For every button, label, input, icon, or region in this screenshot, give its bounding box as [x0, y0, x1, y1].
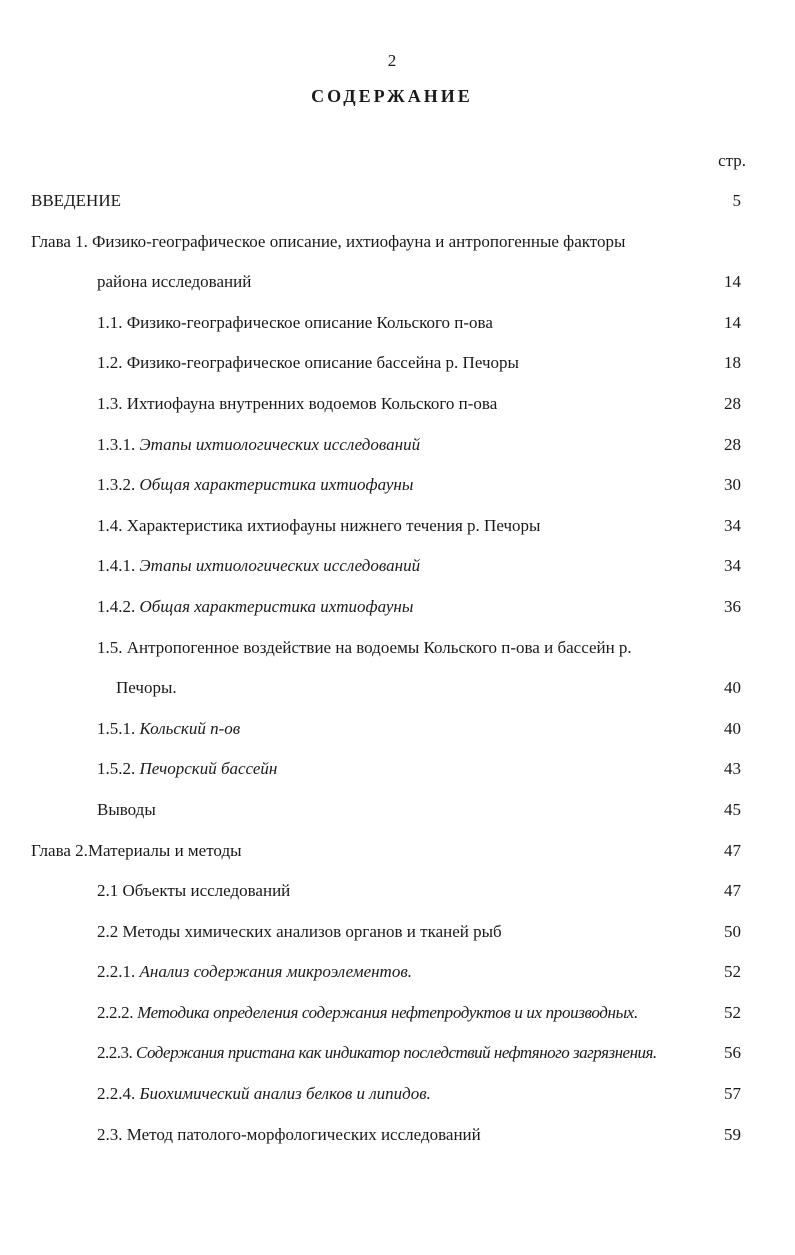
- toc-entry-page: 56: [724, 1043, 741, 1063]
- toc-entry-number: 2.1: [97, 881, 119, 901]
- toc-entry-number: 2.2: [97, 921, 119, 941]
- toc-entry-text: [97, 429, 420, 461]
- toc-entry: [0, 875, 795, 916]
- toc-entry: [0, 347, 795, 388]
- toc-entry-text: [97, 510, 540, 542]
- toc-entry-continued: [0, 672, 795, 713]
- toc-entry-text-part: Физико-географическое описание, ихтиофауна и антропогенные факторы: [91, 231, 626, 251]
- toc-entry-title: Печорский бассейн: [139, 759, 278, 779]
- toc-entry-number: 1.4.2.: [97, 596, 136, 616]
- toc-entry: [0, 916, 795, 957]
- toc-entry: [0, 388, 795, 429]
- toc-entry-page: 34: [724, 515, 741, 535]
- toc-entry-number: 2.2.1.: [97, 962, 136, 982]
- toc-entry-number: 1.3.2.: [97, 475, 136, 495]
- toc-entry-page: 28: [724, 393, 741, 413]
- toc-entry-title: Этапы ихтиологических исследований: [139, 434, 421, 454]
- toc-entry-number: 1.3.: [97, 393, 123, 413]
- toc-entry-title: Кольский п-ов: [139, 718, 241, 738]
- page-column-header: стр.: [718, 151, 746, 170]
- toc-entry-text: [97, 1037, 657, 1069]
- toc-entry: [0, 550, 795, 591]
- toc-entry-text: [97, 307, 493, 339]
- toc-entry-title: Методы химических анализов органов и тканей рыб: [122, 921, 502, 941]
- toc-entry-title: Этапы ихтиологических исследований: [139, 556, 421, 576]
- toc-entry-text: [31, 226, 711, 258]
- toc-entry-page: 43: [724, 759, 741, 779]
- page-number: 2: [387, 51, 397, 70]
- table-of-contents: [0, 185, 795, 1159]
- toc-entry-number: 2.2.2.: [97, 1002, 134, 1022]
- toc-entry-text: [97, 997, 638, 1029]
- toc-entry-title: Биохимический анализ белков и липидов.: [139, 1084, 431, 1104]
- toc-entry-text: [97, 469, 413, 501]
- toc-entry: [0, 591, 795, 632]
- page-title: СОДЕРЖАНИЕ: [311, 86, 473, 106]
- toc-entry-text: района исследований: [97, 272, 252, 292]
- toc-entry-chapter-1-continued: [0, 266, 795, 307]
- toc-entry: [0, 1078, 795, 1119]
- toc-entry-text: [97, 1119, 481, 1151]
- toc-entry-title: Содержания пристана как индикатор последствий нефтяного загрязнения.: [136, 1043, 657, 1063]
- toc-entry-introduction: [0, 185, 795, 226]
- toc-entry-title: Антропогенное воздействие на водоемы Кольского п-ова и бассейн р.: [126, 637, 632, 657]
- toc-entry-page: 14: [724, 312, 741, 332]
- toc-entry-page: 52: [724, 962, 741, 982]
- toc-entry-text: [97, 550, 420, 582]
- toc-entry-number: 1.4.: [97, 515, 123, 535]
- toc-entry-text: [97, 713, 240, 745]
- toc-entry-number: 1.5.2.: [97, 759, 136, 779]
- toc-entry-number: 1.5.1.: [97, 718, 136, 738]
- toc-entry-number: 2.3.: [97, 1124, 123, 1144]
- toc-entry-page: 14: [724, 272, 741, 292]
- toc-entry: [0, 632, 795, 673]
- toc-entry-title: Материалы и методы: [87, 840, 242, 860]
- toc-entry: [0, 1119, 795, 1160]
- toc-entry-text: [97, 916, 502, 948]
- toc-entry-page: 59: [724, 1124, 741, 1144]
- toc-entry-page: 18: [724, 353, 741, 373]
- toc-entry-page: 28: [724, 434, 741, 454]
- toc-entry: [0, 997, 795, 1038]
- toc-entry-page: 40: [724, 718, 741, 738]
- toc-entry-number: 2.2.3.: [97, 1043, 133, 1063]
- toc-entry-title: Метод патолого-морфологических исследований: [126, 1124, 481, 1144]
- toc-entry-chapter-1: [0, 226, 795, 267]
- toc-entry-page: 40: [724, 678, 741, 698]
- toc-entry-title: Общая характеристика ихтиофауны: [139, 475, 414, 495]
- toc-entry-text: [97, 956, 412, 988]
- toc-entry-text: [97, 388, 497, 420]
- toc-entry-page: 30: [724, 475, 741, 495]
- toc-entry-title: Физико-географическое описание бассейна р. Печоры: [126, 353, 519, 373]
- toc-entry-text: [31, 835, 242, 867]
- toc-entry-number: 1.1.: [97, 312, 123, 332]
- toc-entry-text: [97, 347, 519, 379]
- toc-entry-page: 47: [724, 881, 741, 901]
- toc-entry-text: Печоры.: [116, 678, 177, 698]
- toc-entry-number: 2.2.4.: [97, 1084, 136, 1104]
- toc-entry-title: Характеристика ихтиофауны нижнего течения р. Печоры: [126, 515, 541, 535]
- toc-entry: [0, 510, 795, 551]
- toc-entry-text: [97, 632, 632, 664]
- toc-entry-text: [97, 591, 413, 623]
- toc-entry-title: Методика определения содержания нефтепродуктов и их производных.: [137, 1002, 638, 1022]
- toc-entry-number: 1.3.1.: [97, 434, 136, 454]
- toc-entry-page: 34: [724, 556, 741, 576]
- toc-entry-number: 1.4.1.: [97, 556, 136, 576]
- toc-entry-title: Ихтиофауна внутренних водоемов Кольского п-ова: [126, 393, 498, 413]
- toc-entry-page: 57: [724, 1084, 741, 1104]
- toc-entry-title: Анализ содержания микроэлементов.: [139, 962, 412, 982]
- toc-entry-text: ВВЕДЕНИЕ: [31, 191, 121, 210]
- toc-entry: [0, 307, 795, 348]
- toc-entry-page: 45: [724, 799, 741, 819]
- toc-entry-chapter-2: [0, 835, 795, 876]
- toc-entry-number: 1.2.: [97, 353, 123, 373]
- toc-entry-page: 5: [732, 191, 741, 210]
- toc-entry-number: Глава 2.: [31, 840, 88, 860]
- toc-entry-page: 36: [724, 596, 741, 616]
- toc-entry-text: Выводы: [97, 799, 156, 819]
- toc-entry: [0, 713, 795, 754]
- toc-entry-title: Объекты исследований: [122, 881, 291, 901]
- toc-entry-number: 1.5.: [97, 637, 123, 657]
- toc-entry-conclusions: [0, 794, 795, 835]
- toc-entry: [0, 753, 795, 794]
- toc-entry-page: 47: [724, 840, 741, 860]
- toc-entry-title: Общая характеристика ихтиофауны: [139, 596, 414, 616]
- toc-entry-number: Глава 1.: [31, 231, 88, 251]
- toc-entry-text: [97, 875, 290, 907]
- toc-entry: [0, 956, 795, 997]
- toc-entry-page: 50: [724, 921, 741, 941]
- toc-entry: [0, 1037, 795, 1078]
- toc-entry-text: [97, 1078, 431, 1110]
- toc-entry-title: Физико-географическое описание Кольского п-ова: [126, 312, 493, 332]
- toc-entry-text: [97, 753, 277, 785]
- toc-entry: [0, 429, 795, 470]
- toc-entry: [0, 469, 795, 510]
- toc-entry-page: 52: [724, 1002, 741, 1022]
